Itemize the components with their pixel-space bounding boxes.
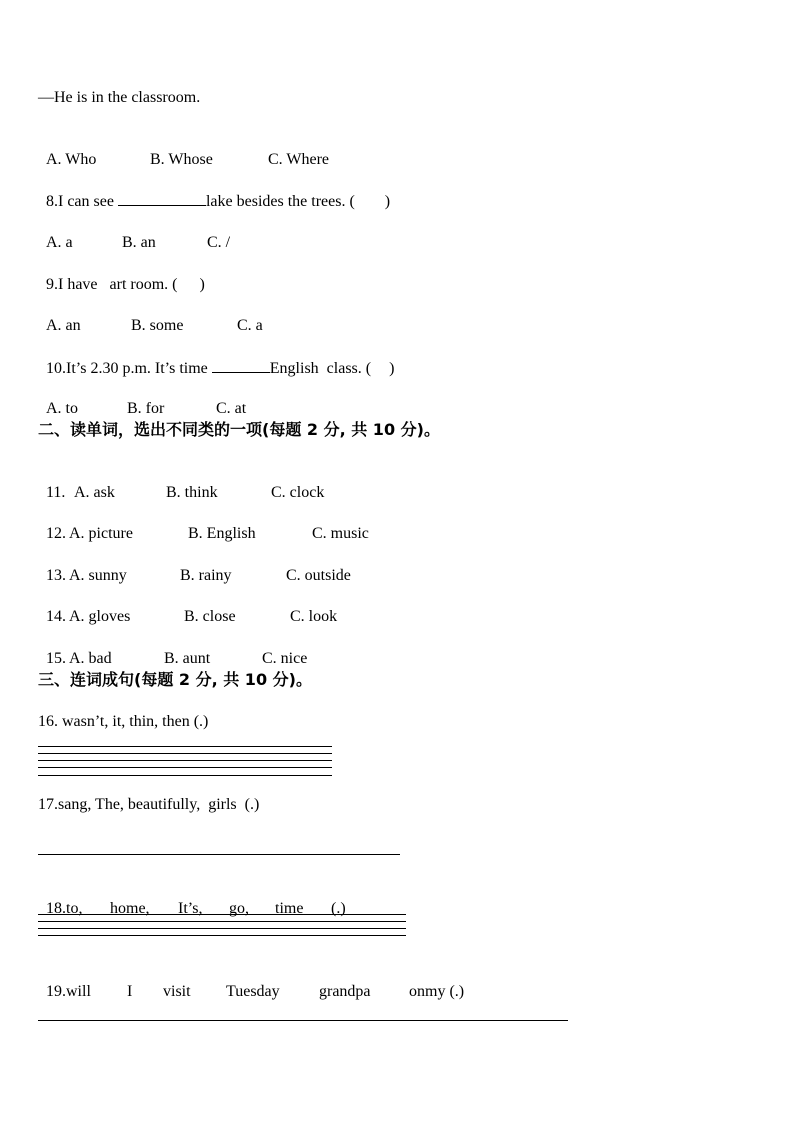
q8-option-c: C. /	[207, 234, 231, 251]
q10-text-before: 10.It’s 2.30 p.m. It’s time	[46, 360, 212, 377]
q10-blank	[212, 358, 270, 373]
q14-option-b: B. close	[184, 608, 236, 625]
q15-option-b: B. aunt	[164, 650, 211, 667]
q19-word-5: grandpa	[319, 983, 371, 1000]
q10-options	[38, 379, 246, 419]
q11-option-c: C. clock	[271, 484, 325, 501]
q7-answer-line: —He is in the classroom.	[38, 89, 201, 106]
q14-row	[38, 587, 337, 627]
q9-option-c: C. a	[237, 317, 263, 334]
q13-number: 13.	[46, 567, 66, 584]
q10-option-a: A. to	[46, 400, 78, 417]
q18-answer-line-3	[38, 928, 406, 929]
q8-paren-close: )	[384, 193, 391, 210]
q12-option-c: C. music	[312, 525, 369, 542]
q13-option-c: C. outside	[286, 567, 351, 584]
section3-heading: 三、连词成句(每题 2 分, 共 10 分)。	[38, 670, 312, 689]
q9-text: 9.I have art room. (	[46, 276, 178, 293]
q18-word-6: (.)	[331, 900, 346, 917]
q9-option-a: A. an	[46, 317, 81, 334]
q8-blank	[118, 191, 206, 206]
q15-option-c: C. nice	[262, 650, 308, 667]
q15-row	[38, 629, 307, 669]
q16-answer-line-4	[38, 767, 332, 768]
q10-text-after: English class. (	[269, 360, 372, 377]
q19-word-4: Tuesday	[226, 983, 280, 1000]
q18-word-3: It’s,	[178, 900, 203, 917]
q8-question	[38, 171, 390, 212]
q10-option-b: B. for	[127, 400, 165, 417]
q11-option-b: B. think	[166, 484, 218, 501]
q16-answer-line-3	[38, 760, 332, 761]
q9-paren-close: )	[199, 276, 205, 293]
q15-option-a: A. bad	[69, 650, 112, 667]
q18-word-4: go,	[229, 900, 249, 917]
q7-option-b: B. Whose	[150, 151, 213, 168]
q11-option-a: A. ask	[74, 484, 115, 501]
q19-word-2: I	[127, 983, 133, 1000]
q11-number: 11.	[46, 484, 66, 501]
q8-options	[38, 213, 230, 253]
q8-text-after: lake besides the trees. (	[205, 193, 355, 210]
q7-option-a: A. Who	[46, 151, 97, 168]
q16-answer-line-5	[38, 775, 332, 776]
q8-text-before: 8.I can see	[46, 193, 118, 210]
q18-answer-line-4	[38, 935, 406, 936]
q10-paren-close: )	[389, 360, 395, 377]
q14-number: 14.	[46, 608, 66, 625]
q10-option-c: C. at	[216, 400, 247, 417]
q10-question	[38, 338, 394, 379]
q12-option-a: A. picture	[69, 525, 133, 542]
q19-answer-line	[38, 1020, 568, 1021]
q16-answer-line-2	[38, 753, 332, 754]
q14-option-a: A. gloves	[69, 608, 131, 625]
q7-options	[38, 130, 329, 170]
q7-option-c: C. Where	[268, 151, 330, 168]
q19-word-3: visit	[163, 983, 191, 1000]
q19-word-6: onmy (.)	[409, 983, 465, 1000]
q16-answer-line-1	[38, 746, 332, 747]
q17-prompt: 17.sang, The, beautifully, girls (.)	[38, 796, 260, 813]
q11-row	[38, 463, 324, 503]
q18-answer-line-1	[38, 914, 406, 915]
q19-word-1: 19.will	[46, 983, 91, 1000]
q18-word-1: 18.to,	[46, 900, 83, 917]
q12-number: 12.	[46, 525, 66, 542]
q14-option-c: C. look	[290, 608, 338, 625]
q13-option-a: A. sunny	[69, 567, 127, 584]
q9-options	[38, 296, 263, 336]
q12-row	[38, 504, 369, 544]
q12-option-b: B. English	[188, 525, 256, 542]
q9-option-b: B. some	[131, 317, 184, 334]
q8-option-b: B. an	[122, 234, 156, 251]
q17-answer-line	[38, 854, 400, 855]
q19-prompt	[38, 962, 464, 1002]
q18-word-5: time	[275, 900, 304, 917]
q9-question	[38, 255, 205, 295]
q13-row	[38, 546, 351, 586]
section2-heading: 二、读单词，选出不同类的一项(每题 2 分, 共 10 分)。	[38, 420, 440, 439]
q18-answer-line-2	[38, 921, 406, 922]
q13-option-b: B. rainy	[180, 567, 232, 584]
q18-prompt	[38, 879, 346, 919]
q18-word-2: home,	[110, 900, 150, 917]
q8-option-a: A. a	[46, 234, 73, 251]
q15-number: 15.	[46, 650, 66, 667]
q16-prompt: 16. wasn’t, it, thin, then (.)	[38, 713, 209, 730]
